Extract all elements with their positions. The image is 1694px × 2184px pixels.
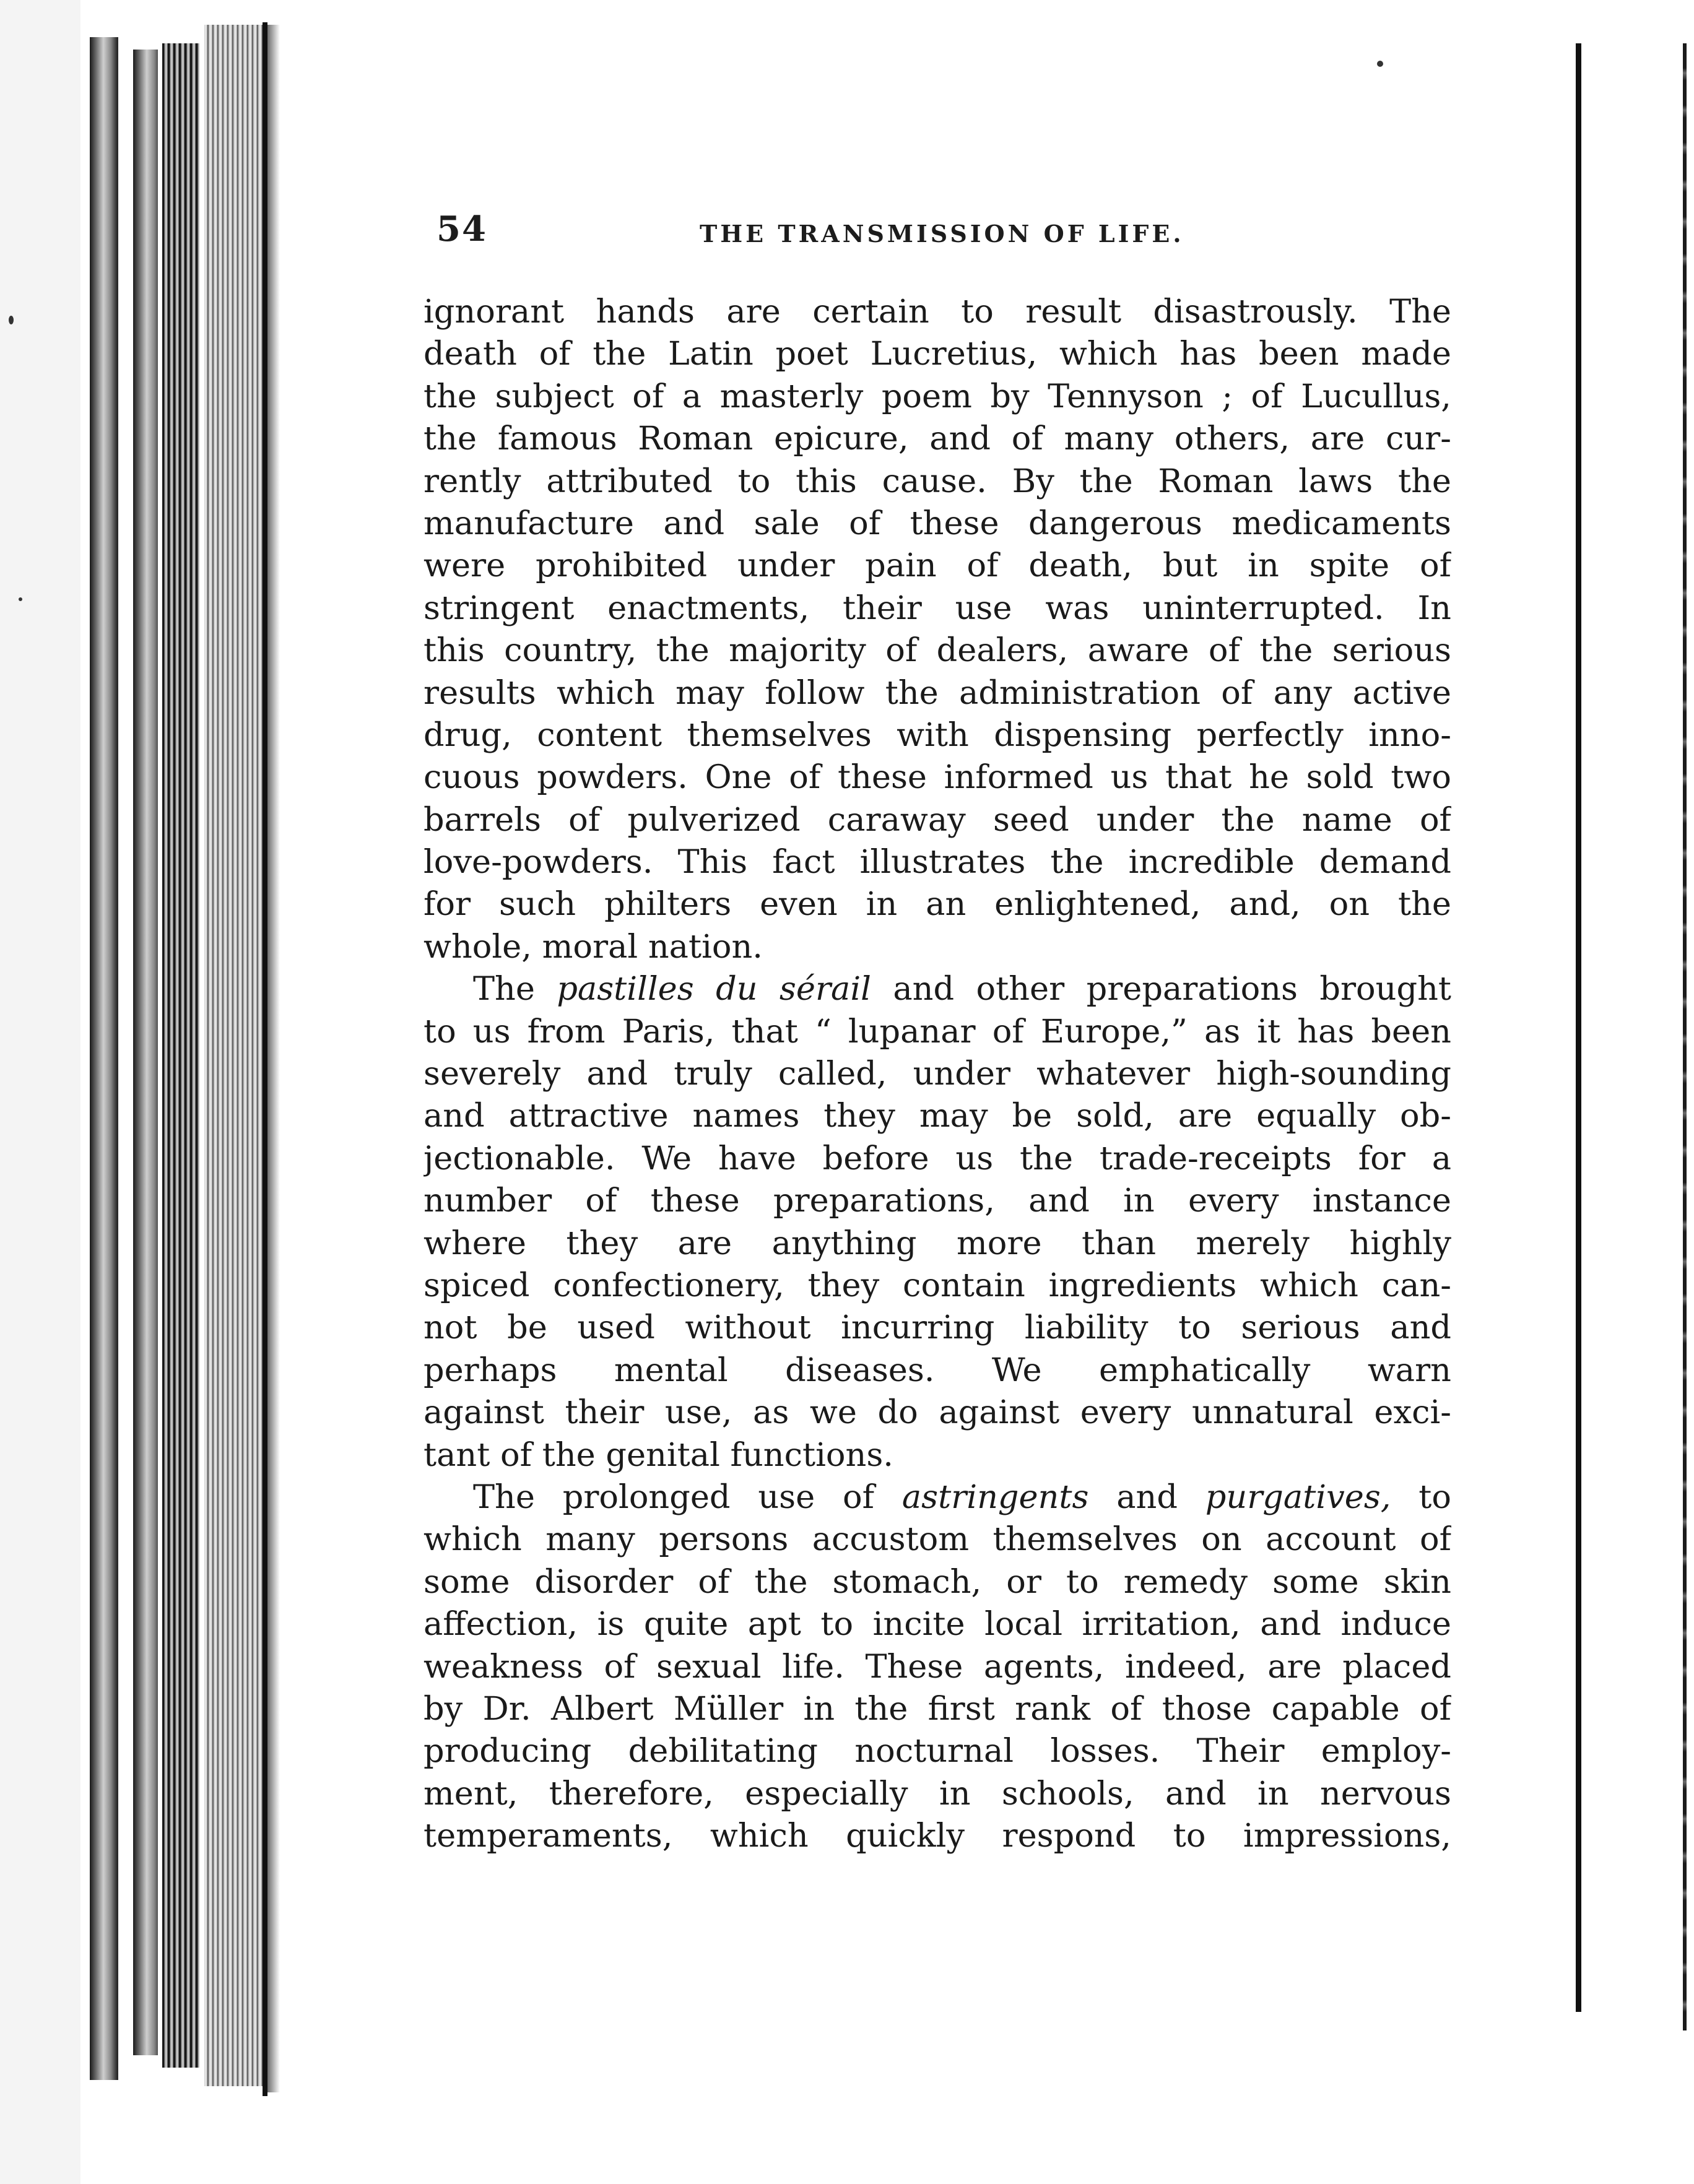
italic-phrase: purgatives, xyxy=(1205,1478,1391,1516)
text-line: jectionable. We have before us the trade-receipts for a xyxy=(423,1139,1451,1177)
next-page-strip xyxy=(1581,37,1694,2049)
text-line: ment, therefore, especially in schools, and in nervous xyxy=(423,1774,1451,1813)
book-spine-area xyxy=(0,0,80,2184)
text-line: for such philters even in an enlightened, and, on the xyxy=(423,885,1451,924)
text-line: and attractive names they may be sold, are equally ob- xyxy=(423,1097,1451,1135)
gutter-line xyxy=(263,22,267,2096)
text-line: number of these preparations, and in every instance xyxy=(423,1182,1451,1220)
text-line: not be used without incurring liability to serious and xyxy=(423,1309,1451,1347)
text-line: were prohibited under pain of death, but in spite of xyxy=(423,547,1451,585)
text-run: and other preparations brought xyxy=(871,970,1451,1008)
text-line: rently attributed to this cause. By the Roman laws the xyxy=(423,462,1451,500)
text-run: The prolonged use of xyxy=(473,1478,902,1516)
text-line: some disorder of the stomach, or to remedy some skin xyxy=(423,1562,1451,1601)
text-line: this country, the majority of dealers, aware of the serious xyxy=(423,631,1451,670)
body-text xyxy=(423,291,1451,1857)
text-line: perhaps mental diseases. We emphatically warn xyxy=(423,1351,1451,1389)
paragraph-3 xyxy=(423,1476,1451,1858)
text-line: where they are anything more than merely highly xyxy=(423,1224,1451,1262)
gutter-shadow xyxy=(267,25,280,2092)
page-edge-stack xyxy=(90,37,118,2080)
right-page-edge xyxy=(1576,43,1581,2012)
paragraph-1 xyxy=(423,291,1451,968)
text-line: which many persons accustom themselves on account of xyxy=(423,1520,1451,1559)
text-line xyxy=(423,968,1451,1010)
text-line: drug, content themselves with dispensing perfectly inno- xyxy=(423,716,1451,754)
text-line: the famous Roman epicure, and of many others, are cur- xyxy=(423,420,1451,458)
text-run: and xyxy=(1088,1478,1205,1516)
italic-phrase: astringents xyxy=(901,1478,1089,1516)
text-line: to us from Paris, that “ lupanar of Europe,” as it has been xyxy=(423,1012,1451,1051)
page-edge-stack xyxy=(204,25,264,2086)
next-page-edge xyxy=(1683,43,1687,2030)
text-line: spiced confectionery, they contain ingredients which can- xyxy=(423,1266,1451,1304)
italic-phrase: pastilles du sérail xyxy=(557,970,871,1008)
scan-speck xyxy=(1377,61,1383,67)
text-run: The xyxy=(473,970,557,1008)
text-line: manufacture and sale of these dangerous medicaments xyxy=(423,504,1451,542)
text-line: death of the Latin poet Lucretius, which has been made xyxy=(423,335,1451,373)
paragraph-2 xyxy=(423,968,1451,1476)
scan-speck xyxy=(9,316,14,324)
page-header xyxy=(437,209,1204,264)
text-line: temperaments, which quickly respond to impressions, xyxy=(423,1817,1451,1855)
text-run: to xyxy=(1391,1478,1451,1516)
text-line: severely and truly called, under whatever high-sounding xyxy=(423,1055,1451,1093)
page-number: 54 xyxy=(437,209,487,249)
page-edge-stack xyxy=(133,50,158,2055)
text-line: producing debilitating nocturnal losses. Their employ- xyxy=(423,1732,1451,1770)
text-line: by Dr. Albert Müller in the first rank of those capable of xyxy=(423,1689,1451,1728)
text-line xyxy=(423,1476,1451,1519)
text-line: tant of the genital functions. xyxy=(423,1436,893,1474)
text-line: ignorant hands are certain to result disastrously. The xyxy=(423,293,1451,331)
text-line: barrels of pulverized caraway seed under the name of xyxy=(423,800,1451,839)
text-line: love-powders. This fact illustrates the incredible demand xyxy=(423,843,1451,882)
text-line: the subject of a masterly poem by Tennyson ; of Lucullus, xyxy=(423,377,1451,415)
text-line: whole, moral nation. xyxy=(423,927,763,966)
text-line: weakness of sexual life. These agents, indeed, are placed xyxy=(423,1647,1451,1686)
text-line: cuous powders. One of these informed us that he sold two xyxy=(423,758,1451,797)
scan-speck xyxy=(19,597,22,601)
running-head: THE TRANSMISSION OF LIFE. xyxy=(700,220,1184,248)
text-line: stringent enactments, their use was uninterrupted. In xyxy=(423,589,1451,627)
text-line: affection, is quite apt to incite local irritation, and induce xyxy=(423,1605,1451,1644)
text-line: against their use, as we do against every unnatural exci- xyxy=(423,1393,1451,1432)
text-line: results which may follow the administration of any active xyxy=(423,674,1451,712)
page-edge-stack xyxy=(162,43,199,2068)
